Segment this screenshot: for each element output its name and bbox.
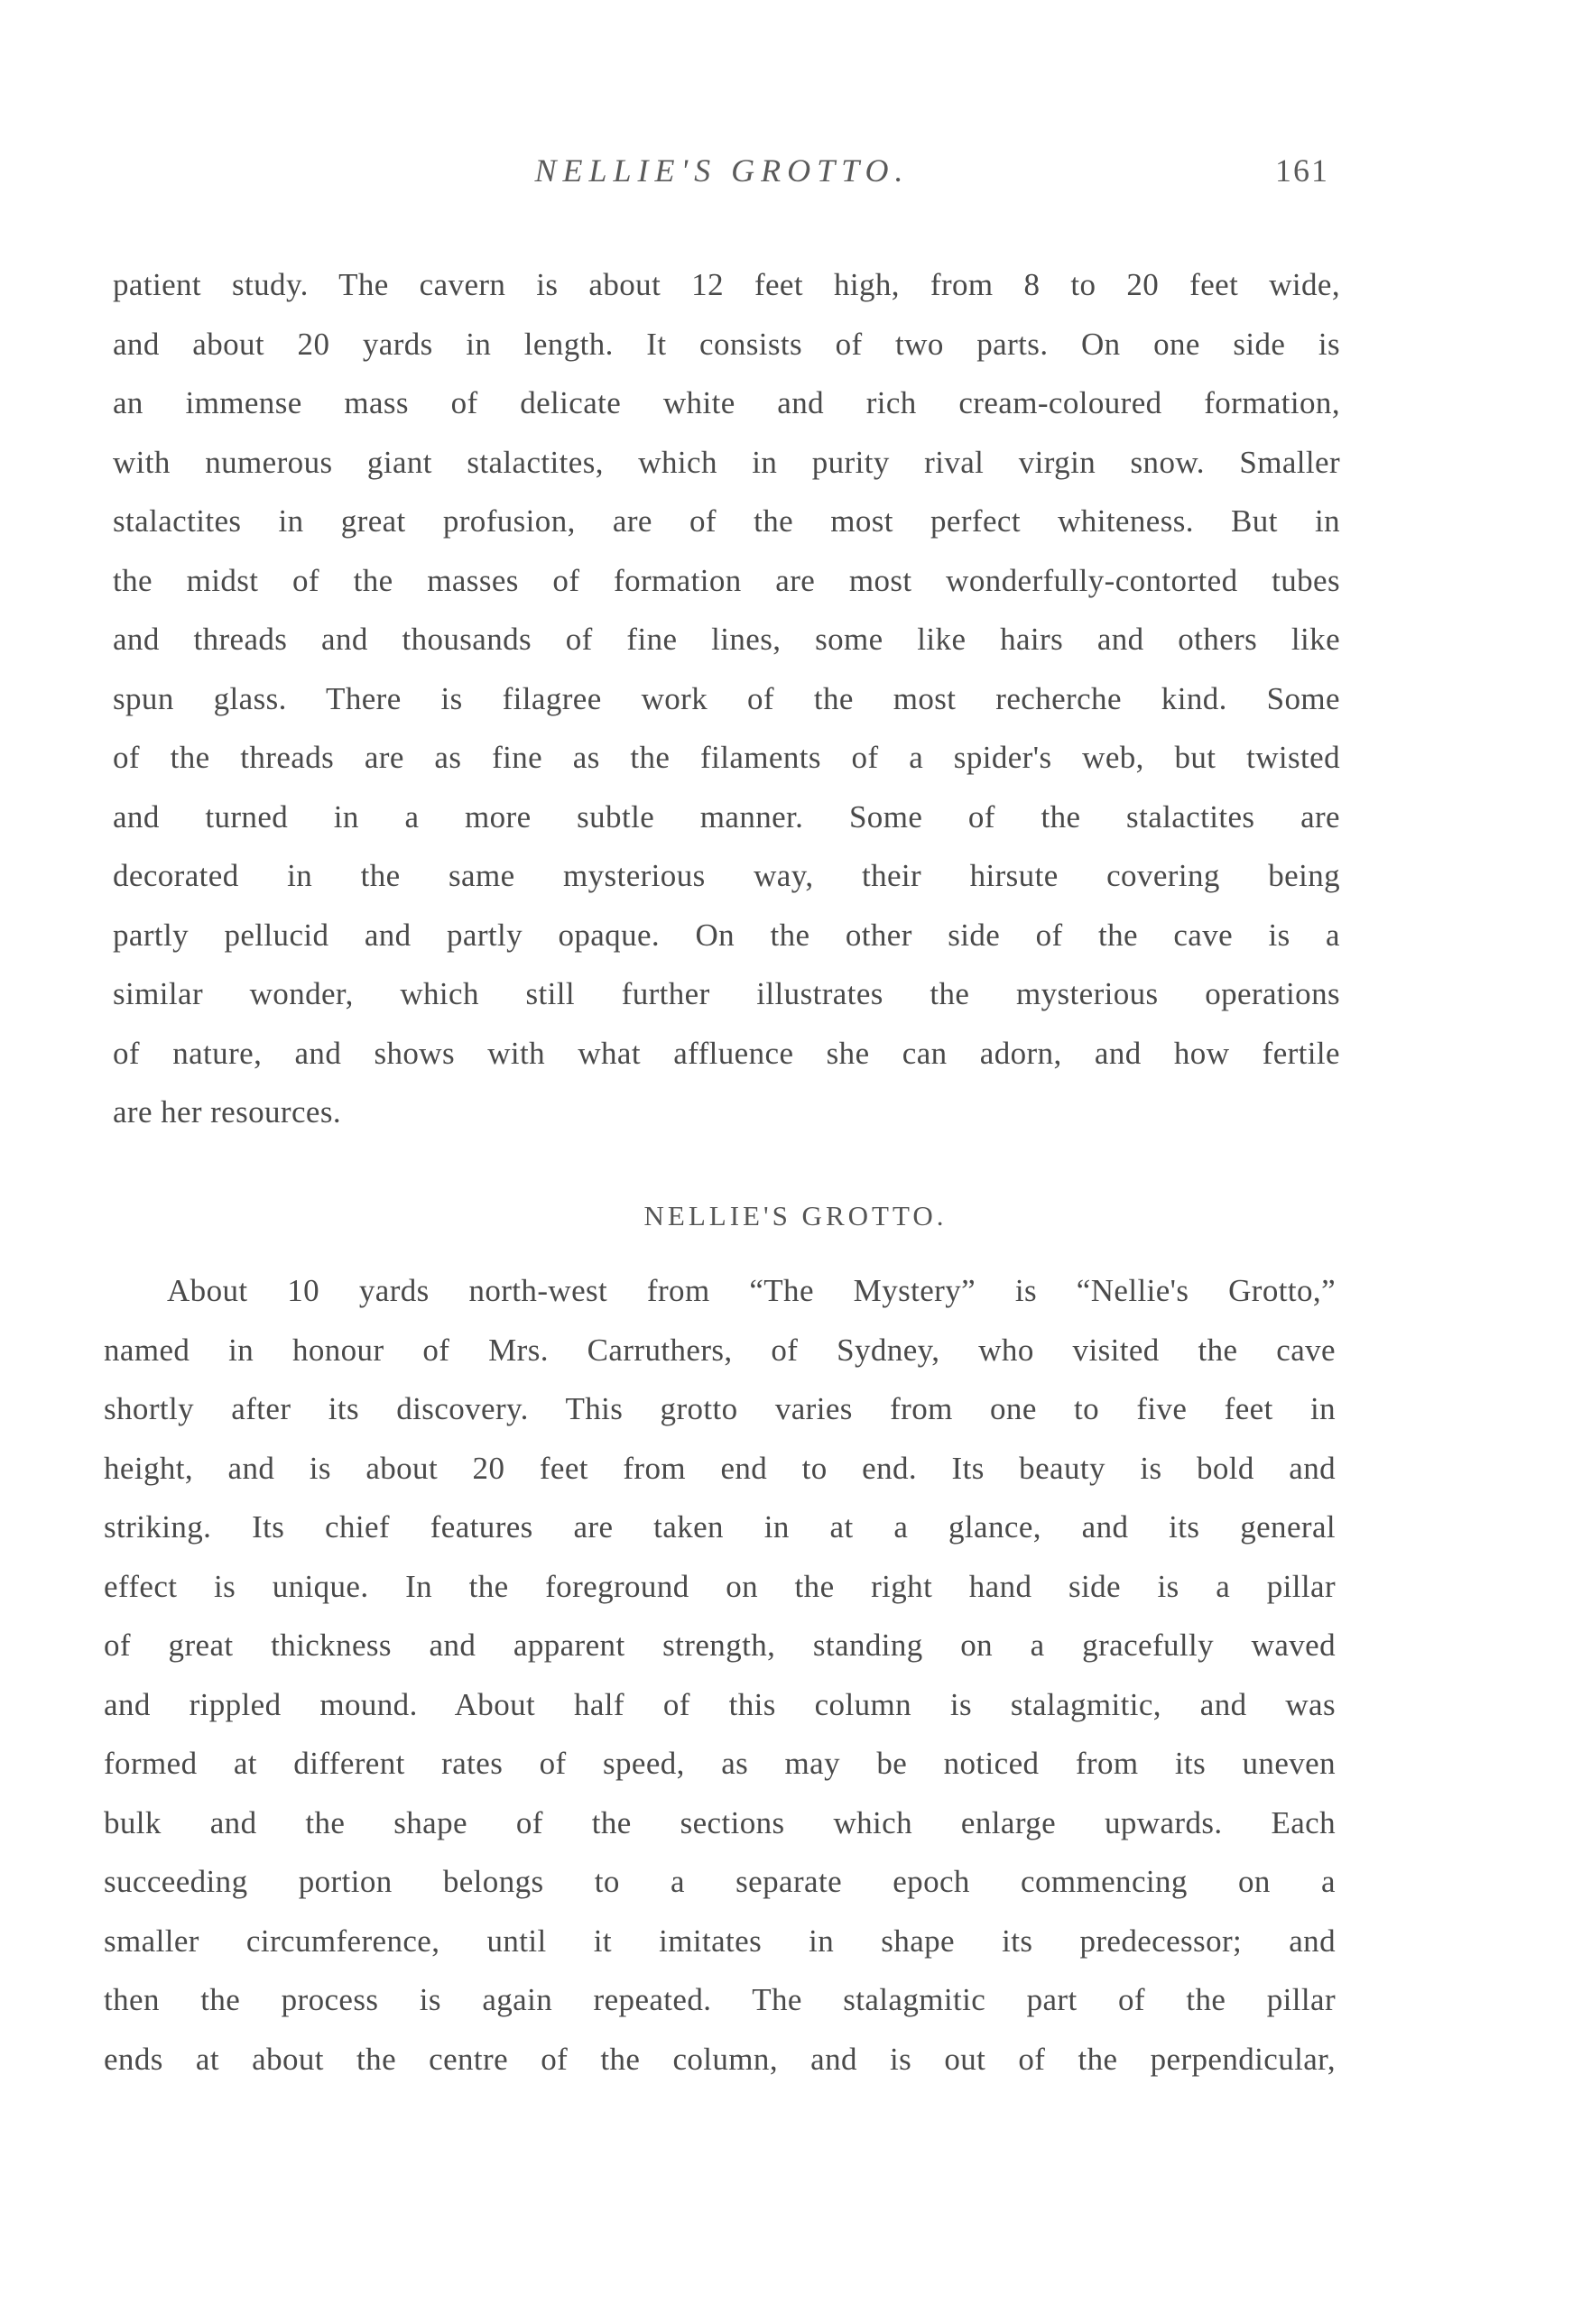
text-line: with numerous giant stalactites, which in purity rival virgin snow. Smaller	[113, 444, 1340, 480]
text-line: and rippled mound. About half of this column is stalagmitic, and was	[104, 1686, 1336, 1722]
text-line: patient study. The cavern is about 12 feet high, from 8 to 20 feet wide,	[113, 267, 1340, 302]
text-line: are her resources.	[113, 1094, 342, 1130]
text-line: stalactites in great profusion, are of the most perfect whiteness. But in	[113, 503, 1340, 539]
text-line: About 10 yards north-west from “The Mystery” is “Nellie's Grotto,”	[167, 1273, 1336, 1308]
text-line: spun glass. There is filagree work of the most recherche kind. Some	[113, 680, 1340, 716]
text-line: bulk and the shape of the sections which enlarge upwards. Each	[104, 1804, 1336, 1840]
text-line: and about 20 yards in length. It consists of two parts. On one side is	[113, 326, 1340, 362]
text-line: and turned in a more subtle manner. Some of the stalactites are	[113, 798, 1340, 835]
text-line: an immense mass of delicate white and rich cream-coloured formation,	[113, 385, 1340, 420]
text-line: of great thickness and apparent strength, standing on a gracefully waved	[104, 1628, 1336, 1663]
text-line: effect is unique. In the foreground on the right hand side is a pillar	[104, 1568, 1336, 1604]
text-line: striking. Its chief features are taken in at a glance, and its general	[104, 1509, 1336, 1545]
page-number: 161	[1275, 152, 1329, 189]
paragraph-nellies-grotto	[104, 1261, 1336, 2089]
text-line: shortly after its discovery. This grotto varies from one to five feet in	[104, 1391, 1336, 1426]
text-line: ends at about the centre of the column, and is out of the perpendicular,	[104, 2041, 1336, 2077]
running-head	[0, 152, 1591, 206]
text-line: of nature, and shows with what affluence she can adorn, and how fertile	[113, 1035, 1340, 1071]
text-line: named in honour of Mrs. Carruthers, of Sydney, who visited the cave	[104, 1332, 1336, 1368]
text-line: similar wonder, which still further illustrates the mysterious operations	[113, 976, 1340, 1011]
text-line: partly pellucid and partly opaque. On the other side of the cave is a	[113, 917, 1340, 953]
text-line: height, and is about 20 feet from end to end. Its beauty is bold and	[104, 1450, 1336, 1486]
text-line: decorated in the same mysterious way, their hirsute covering being	[113, 858, 1340, 893]
running-title: NELLIE'S GROTTO.	[534, 152, 910, 189]
text-line: the midst of the masses of formation are most wonderfully-contorted tubes	[113, 562, 1340, 598]
text-line: succeeding portion belongs to a separate epoch commencing on a	[104, 1864, 1336, 1899]
text-line: smaller circumference, until it imitates in shape its predecessor; and	[104, 1923, 1336, 1959]
text-line: and threads and thousands of fine lines, some like hairs and others like	[113, 622, 1340, 657]
section-heading: NELLIE'S GROTTO.	[643, 1200, 948, 1231]
text-line: of the threads are as fine as the filaments of a spider's web, but twisted	[113, 740, 1340, 775]
text-line: formed at different rates of speed, as may be noticed from its uneven	[104, 1746, 1336, 1781]
paragraph-cavern-description	[113, 255, 1340, 1142]
text-line: then the process is again repeated. The stalagmitic part of the pillar	[104, 1982, 1336, 2017]
